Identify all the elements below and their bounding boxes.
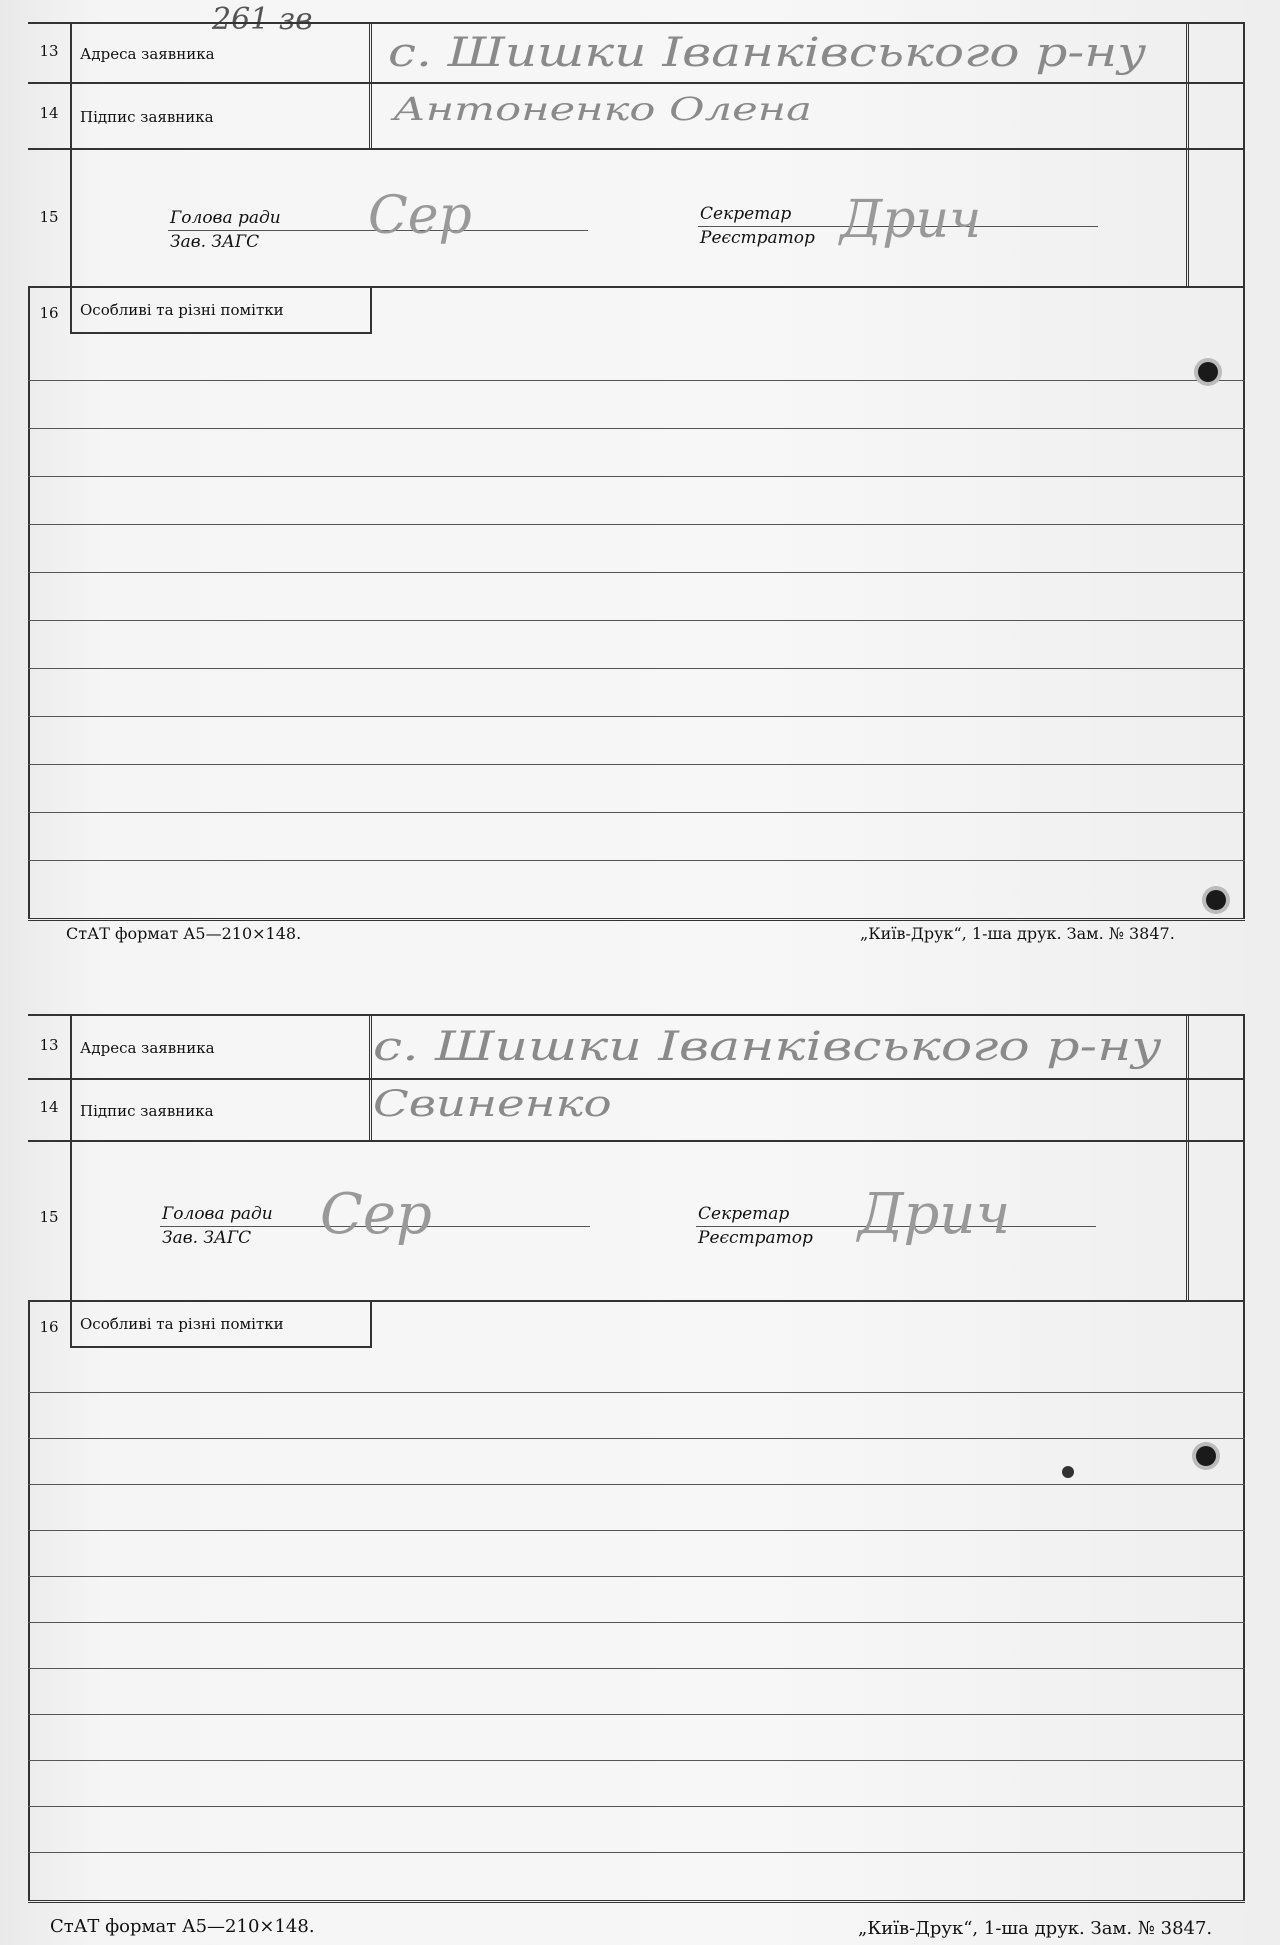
zags-head-label: Зав. ЗАГС: [162, 1228, 252, 1248]
row-number: 15: [39, 1208, 59, 1226]
row-number: 14: [39, 104, 59, 122]
row-15: [28, 1140, 1245, 1302]
field-label: Підпис заявника: [72, 1080, 372, 1142]
field-label: Особливі та різні помітки: [72, 288, 372, 334]
row-14: [28, 1078, 1245, 1142]
registrar-label: Реєстратор: [700, 228, 815, 248]
footer-left: СтАТ формат А5—210×148.: [50, 1916, 315, 1937]
row-15: [28, 148, 1245, 288]
secretary-label: Секретар: [698, 1204, 790, 1224]
address-value: с. Шишки Іванківського р-ну: [388, 30, 1147, 76]
punch-hole: [1196, 1446, 1216, 1466]
row-number: 13: [39, 42, 59, 60]
registrar-label: Реєстратор: [698, 1228, 813, 1248]
address-value: с. Шишки Іванківського р-ну: [373, 1024, 1162, 1070]
footer-right: „Київ-Друк“, 1-ша друк. Зам. № 3847.: [858, 1918, 1213, 1939]
chair-signature: Сер: [320, 1182, 432, 1247]
footer-right: „Київ-Друк“, 1-ша друк. Зам. № 3847.: [860, 924, 1175, 943]
form-1: [28, 22, 1245, 922]
row-16: [28, 286, 1245, 921]
row-16: [28, 1300, 1245, 1903]
row-number: 13: [39, 1036, 59, 1054]
row-13: [28, 1014, 1245, 1080]
registrar-signature: Дрич: [858, 1182, 1011, 1247]
punch-hole: [1206, 890, 1226, 910]
footer-left: СтАТ формат А5—210×148.: [66, 924, 302, 943]
row-number: 15: [39, 208, 59, 226]
applicant-signature: Антоненко Олена: [393, 90, 812, 128]
ink-stain: [1062, 1466, 1074, 1478]
chair-label: Голова ради: [162, 1204, 273, 1224]
row-number: 14: [39, 1098, 59, 1116]
field-label: Особливі та різні помітки: [72, 1302, 372, 1348]
row-14: [28, 82, 1245, 150]
chair-label: Голова ради: [170, 208, 281, 228]
field-label: Підпис заявника: [72, 84, 372, 150]
row-13: [28, 22, 1245, 84]
secretary-label: Секретар: [700, 204, 792, 224]
page-mark: 261 зв: [212, 2, 313, 37]
chair-signature: Сер: [368, 186, 472, 246]
row-number: 16: [39, 1318, 59, 1336]
row-number: 16: [39, 304, 59, 322]
form-2: [28, 1014, 1245, 1902]
punch-hole: [1198, 362, 1218, 382]
zags-head-label: Зав. ЗАГС: [170, 232, 260, 252]
registrar-signature: Дрич: [840, 190, 982, 250]
applicant-signature: Свиненко: [373, 1084, 612, 1125]
field-label: Адреса заявника: [72, 24, 372, 84]
field-label: Адреса заявника: [72, 1016, 372, 1080]
